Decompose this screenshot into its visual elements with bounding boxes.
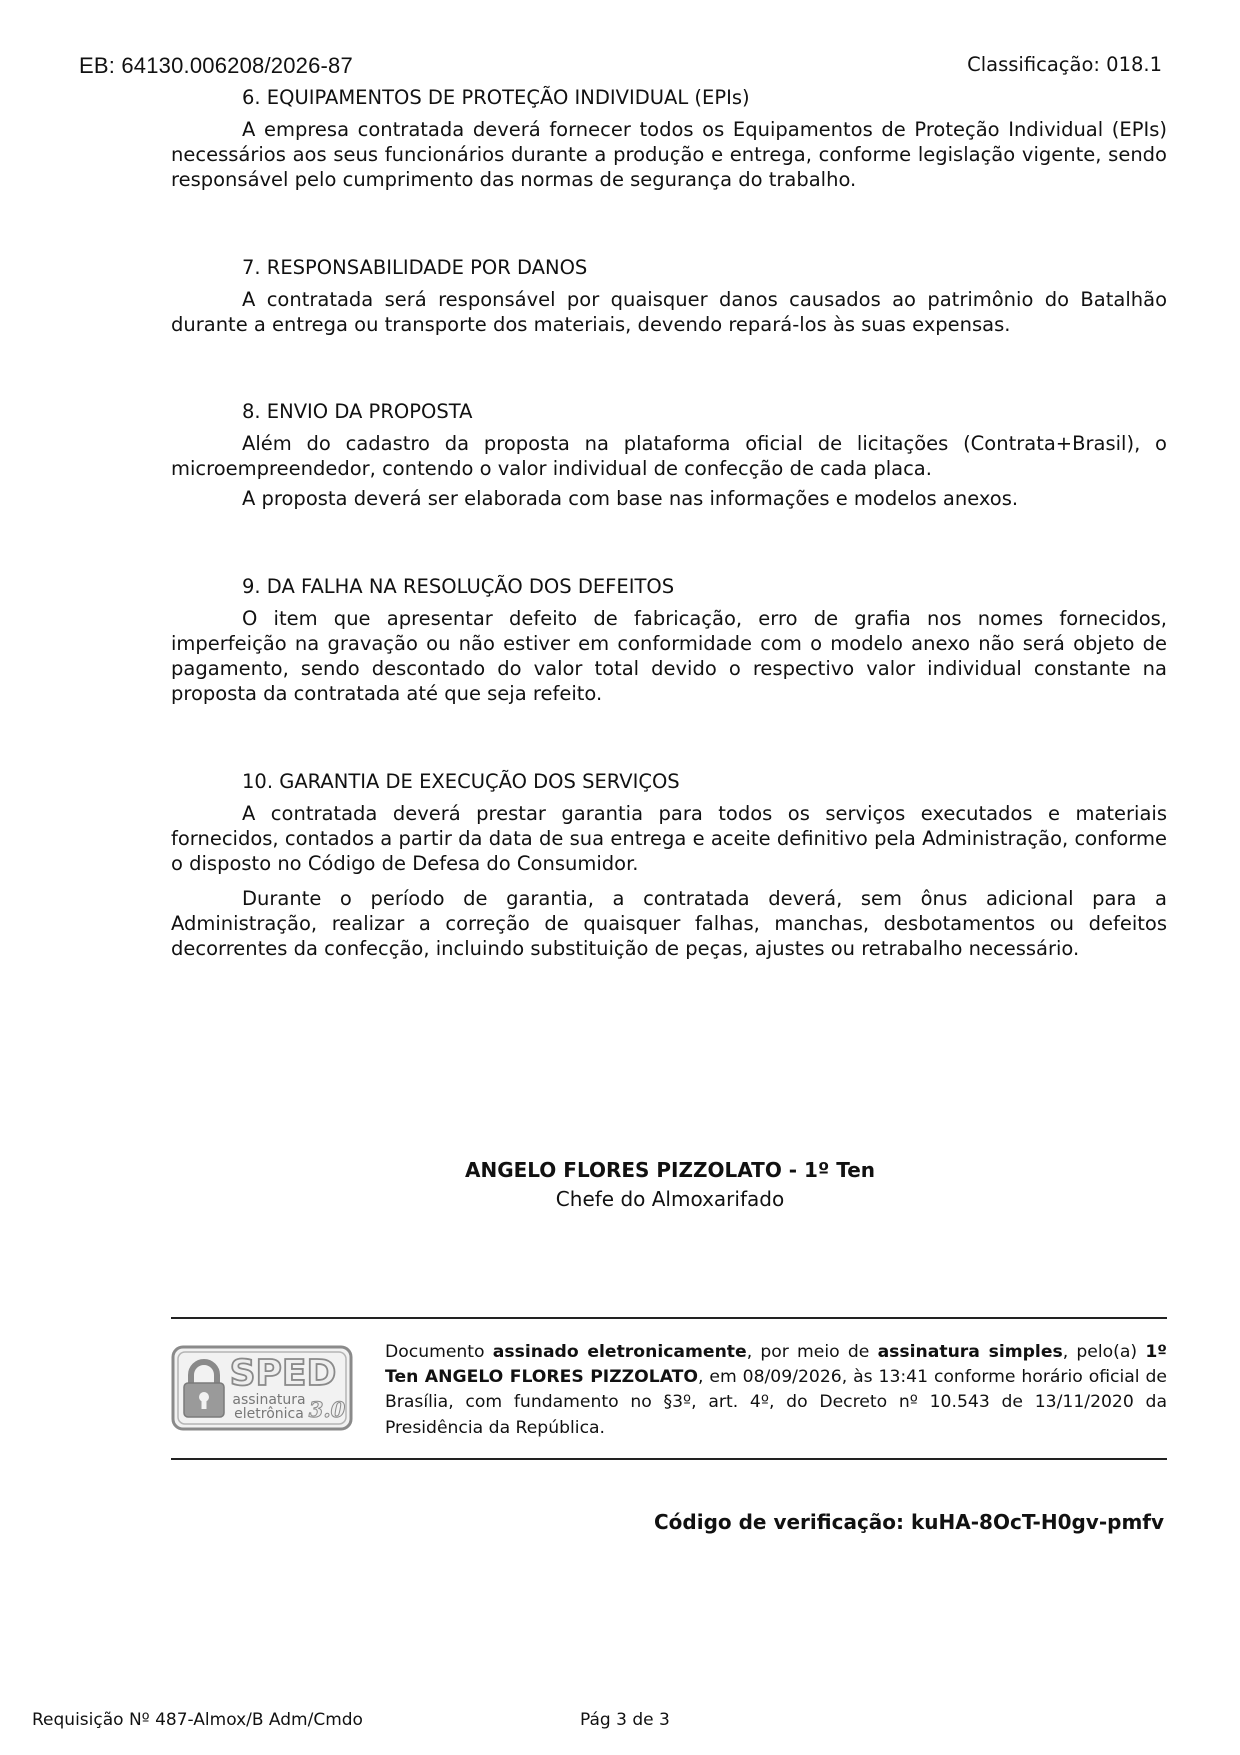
sped-signature-badge (171, 1345, 353, 1431)
cert-text-part-3: , pelo(a) (1062, 1342, 1146, 1362)
section-6-title: 6. EQUIPAMENTOS DE PROTEÇÃO INDIVIDUAL (EPIs) (242, 86, 750, 109)
section-8-paragraph-2: A proposta deverá ser elaborada com base nas informações e modelos anexos. (242, 487, 1019, 510)
badge-line-1: assinatura (232, 1392, 306, 1408)
section-8-title: 8. ENVIO DA PROPOSTA (242, 400, 473, 423)
sped-badge-graphic (171, 1345, 353, 1431)
section-9-title: 9. DA FALHA NA RESOLUÇÃO DOS DEFEITOS (242, 575, 675, 598)
section-10-title: 10. GARANTIA DE EXECUÇÃO DOS SERVIÇOS (242, 770, 680, 793)
footer-requisition: Requisição Nº 487-Almox/B Adm/Cmdo (32, 1710, 363, 1730)
section-10-paragraph-1: A contratada deverá prestar garantia para todos os serviços executados e materiais fornecidos, contados a partir da data de sua entrega e aceite definitivo pela Administração, conforme o disposto no Código de Defesa do Consumidor. (171, 802, 1167, 875)
badge-version: 3.0 (308, 1397, 346, 1422)
footer-page-number: Pág 3 de 3 (580, 1710, 670, 1730)
cert-text-bold-1: assinado eletronicamente (492, 1342, 747, 1362)
section-6-paragraph-1: A empresa contratada deverá fornecer todos os Equipamentos de Proteção Individual (EPIs) necessários aos seus funcionários durante a produção e entrega, conforme legislação vigente, sendo responsável pelo cumprimento das normas de segurança do trabalho. (171, 118, 1167, 191)
divider-top (171, 1317, 1167, 1319)
cert-text-part-1: Documento (385, 1342, 493, 1362)
section-10-paragraph-2: Durante o período de garantia, a contratada deverá, sem ônus adicional para a Administração, realizar a correção de quaisquer falhas, manchas, desbotamentos ou defeitos decorrentes da confecção, incluindo substituição de peças, ajustes ou retrabalho necessário. (171, 887, 1167, 960)
badge-logo-text: SPED (229, 1353, 337, 1394)
cert-text-bold-2: assinatura simples (877, 1342, 1063, 1362)
document-number: EB: 64130.006208/2026-87 (79, 53, 353, 78)
electronic-signature-statement (385, 1340, 1167, 1441)
cert-text-part-4: , em 08/09/2026, às 13:41 conforme horário oficial de Brasília, com fundamento no §3º, art. 4º, do Decreto nº 10.543 de 13/11/2020 da Presidência da República. (385, 1367, 1167, 1438)
signatory-role: Chefe do Almoxarifado (555, 1187, 785, 1211)
section-8-paragraph-1: Além do cadastro da proposta na plataforma oficial de licitações (Contrata+Brasil), o microempreendedor, contendo o valor individual de confecção de cada placa. (171, 432, 1167, 480)
verification-code: Código de verificação: kuHA-8OcT-H0gv-pmfv (654, 1510, 1165, 1534)
badge-line-2: eletrônica (234, 1406, 304, 1422)
classification: Classificação: 018.1 (967, 53, 1162, 76)
cert-text-part-2: , por meio de (746, 1342, 878, 1362)
signatory-name: ANGELO FLORES PIZZOLATO - 1º Ten (464, 1158, 875, 1182)
divider-bottom (171, 1458, 1167, 1460)
section-7-paragraph-1: A contratada será responsável por quaisquer danos causados ao patrimônio do Batalhão durante a entrega ou transporte dos materiais, devendo repará-los às suas expensas. (171, 288, 1167, 336)
section-7-title: 7. RESPONSABILIDADE POR DANOS (242, 256, 588, 279)
section-9-paragraph-1: O item que apresentar defeito de fabricação, erro de grafia nos nomes fornecidos, imperfeição na gravação ou não estiver em conformidade com o modelo anexo não será objeto de pagamento, sendo descontado do valor total devido o respectivo valor individual constante na proposta da contratada até que seja refeito. (171, 607, 1167, 705)
cert-text-bold-3: 1º Ten ANGELO FLORES PIZZOLATO (385, 1342, 1167, 1388)
